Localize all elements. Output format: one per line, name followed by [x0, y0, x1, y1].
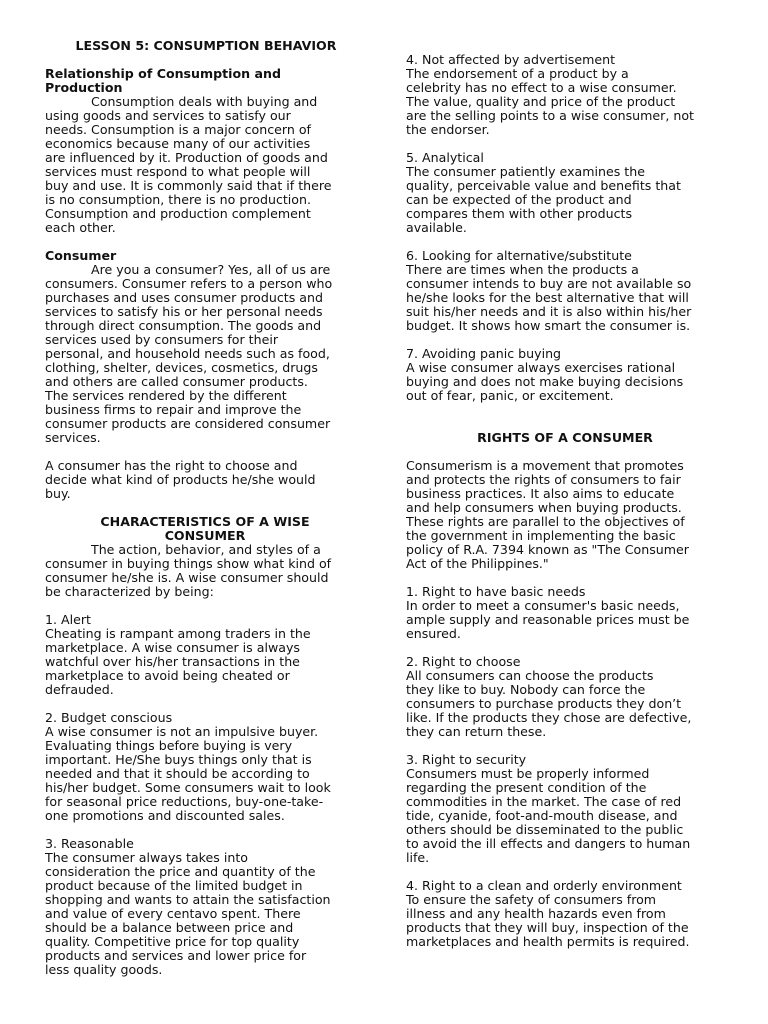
- right-body: All consumers can choose the products they like to buy. Nobody can force the consumers to purchase products they don’t like. If the products they chose are defective, they can return these.: [406, 668, 692, 739]
- item-title: 6. Looking for alternative/substitute: [406, 248, 632, 263]
- consumer-heading: Consumer: [45, 248, 117, 263]
- item-body: Cheating is rampant among traders in the marketplace. A wise consumer is always watchful over his/her transactions in the marketplace to avoid being cheated or defrauded.: [45, 626, 311, 697]
- item-title: 7. Avoiding panic buying: [406, 346, 562, 361]
- right-title: 3. Right to security: [406, 752, 527, 767]
- item-title: 3. Reasonable: [45, 836, 134, 851]
- item-body: The endorsement of a product by a celebrity has no effect to a wise consumer. The value, quality and price of the product are the selling points to a wise consumer, not the endorser.: [406, 66, 694, 137]
- right-body: Consumers must be properly informed regarding the present condition of the commodities in the market. The case of red tide, cyanide, foot-and-mouth disease, and others should be disseminated to the public to avoid the ill effects and dangers to human life.: [406, 766, 691, 865]
- characteristics-heading: CHARACTERISTICS OF A WISE CONSUMER: [100, 514, 310, 543]
- item-title: 5. Analytical: [406, 150, 484, 165]
- right-title: 1. Right to have basic needs: [406, 584, 586, 599]
- item-body: The consumer always takes into consideration the price and quantity of the product because of the limited budget in shopping and wants to attain the satisfaction and value of every centavo spent. There should be a balance between price and quality. Competitive price for top quality products and services and lower price for less quality goods.: [45, 850, 331, 977]
- rights-heading: RIGHTS OF A CONSUMER: [477, 430, 653, 445]
- right-title: 2. Right to choose: [406, 654, 521, 669]
- right-body: To ensure the safety of consumers from illness and any health hazards even from products that they will buy, inspection of the marketplaces and health permits is required.: [406, 892, 690, 949]
- relationship-heading: Relationship of Consumption and Production: [45, 66, 281, 95]
- lesson-title: LESSON 5: CONSUMPTION BEHAVIOR: [75, 38, 337, 53]
- characteristics-intro: The action, behavior, and styles of a consumer in buying things show what kind of consumer he/she is. A wise consumer should be characterized by being:: [45, 542, 332, 599]
- relationship-body: Consumption deals with buying and using goods and services to satisfy our needs. Consumption is a major concern of economics because many of our activities are influenced by it. Production of goods and services must respond to what people will buy and use. It is commonly said that if there is no consumption, there is no production. Consumption and production complement each other.: [45, 94, 332, 235]
- rights-intro: Consumerism is a movement that promotes and protects the rights of consumers to fair business practices. It also aims to educate and help consumers when buying products. These rights are parallel to the objectives of the government in implementing the basic policy of R.A. 7394 known as "The Consumer Act of the Philippines.": [406, 458, 689, 571]
- consumer-body: Are you a consumer? Yes, all of us are consumers. Consumer refers to a person who purchases and uses consumer products and services to satisfy his or her personal needs through direct consumption. The goods and services used by consumers for their personal, and household needs such as food, clothing, shelter, devices, cosmetics, drugs and others are called consumer products. The services rendered by the different business firms to repair and improve the consumer products are considered consumer services.: [45, 262, 333, 445]
- item-body: The consumer patiently examines the quality, perceivable value and benefits that can be expected of the product and compares them with other products available.: [406, 164, 681, 235]
- item-title: 1. Alert: [45, 612, 91, 627]
- item-title: 2. Budget conscious: [45, 710, 173, 725]
- item-body: A wise consumer always exercises rational buying and does not make buying decisions out of fear, panic, or excitement.: [406, 360, 684, 403]
- item-body: There are times when the products a consumer intends to buy are not available so he/she looks for the best alternative that will suit his/her needs and it is also within his/her budget. It shows how smart the consumer is.: [406, 262, 692, 333]
- consumer-right-paragraph: A consumer has the right to choose and decide what kind of products he/she would buy.: [45, 458, 316, 501]
- right-body: In order to meet a consumer's basic needs, ample supply and reasonable prices must be ensured.: [406, 598, 690, 641]
- right-title: 4. Right to a clean and orderly environment: [406, 878, 682, 893]
- item-title: 4. Not affected by advertisement: [406, 52, 616, 67]
- item-body: A wise consumer is not an impulsive buyer. Evaluating things before buying is very important. He/She buys things only that is needed and that it should be according to his/her budget. Some consumers wait to look for seasonal price reductions, buy-one-take- one promotions and discounted sales.: [45, 724, 331, 823]
